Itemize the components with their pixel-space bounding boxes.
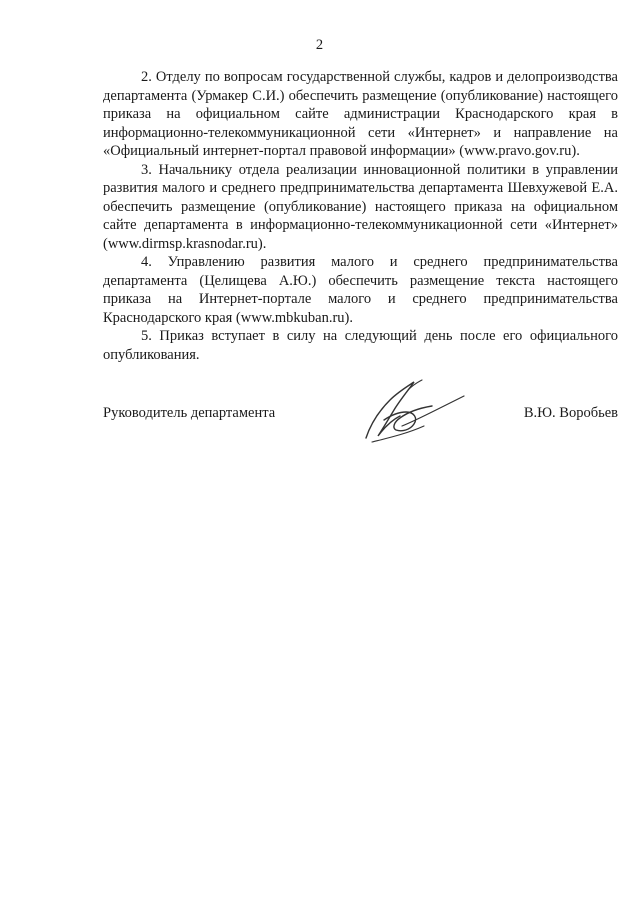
page-number: 2 [315, 37, 324, 53]
paragraph-3: 3. Начальнику отдела реализации инновационной политики в управлении развития малого и среднего предпринимательства департамента Шевхужевой Е.А. обеспечить размещение (опубликование) настоящего приказа на официальном сайте департамента в информационно-телекоммуникационной сети «Интернет» (www.dirmsp.krasnodar.ru). [103, 161, 618, 252]
paragraph-2: 2. Отделу по вопросам государственной службы, кадров и делопроизводства департамента (Урмакер С.И.) обеспечить размещение (опубликование) настоящего приказа на официальном сайте администрации Краснодарского края в информационно-телекоммуникационной сети «Интернет» и направление на «Официальный интернет-портал правовой информации» (www.pravo.gov.ru). [103, 69, 618, 159]
paragraph-5: 5. Приказ вступает в силу на следующий день после его официального опубликования. [103, 328, 618, 363]
order-body [103, 68, 618, 364]
handwritten-signature [348, 376, 473, 446]
signatory-title: Руководитель департамента [103, 405, 276, 421]
signature-block [103, 398, 618, 458]
signatory-name: В.Ю. Воробьев [523, 405, 618, 421]
paragraph-4: 4. Управлению развития малого и среднего предпринимательства департамента (Целищева А.Ю.) обеспечить размещение текста настоящего приказа на Интернет-портале малого и среднего предпринимательства Краснодарского края (www.mbkuban.ru). [103, 254, 618, 326]
